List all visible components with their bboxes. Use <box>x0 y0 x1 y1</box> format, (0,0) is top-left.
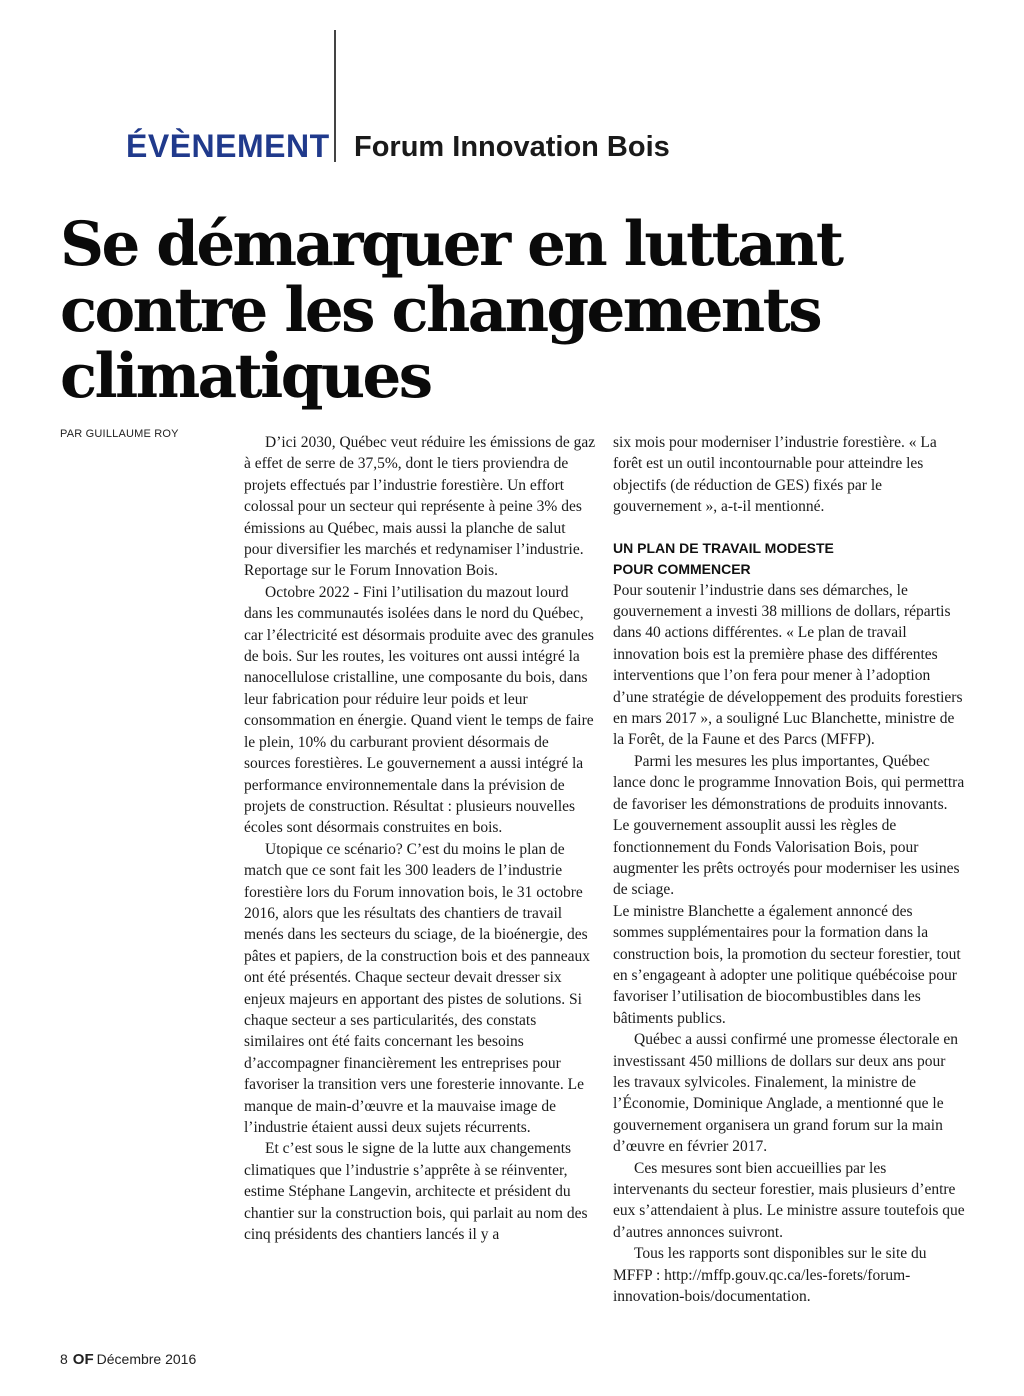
article-headline <box>60 209 990 412</box>
article-column-1 <box>244 432 596 1245</box>
series-title: Forum Innovation Bois <box>354 131 670 163</box>
subheading-line-2: POUR COMMENCER <box>613 560 751 577</box>
byline: PAR GUILLAUME ROY <box>60 428 179 440</box>
paragraph-6: Parmi les mesures les plus importantes, Québec lance donc le programme Innovation Bois, qui permettra de favoriser les démonstrations de produits innovants. Le gouvernement assouplit aussi les règles de fonctionnement du Fonds Valorisation Bois, pour augmenter les prêts octroyés pour moderniser les usines de sciage. <box>613 752 965 899</box>
headline-line-2: contre les changements <box>60 275 820 346</box>
page-footer <box>60 1351 196 1368</box>
page-number: 8 <box>60 1351 68 1367</box>
issue-date: Décembre 2016 <box>96 1351 197 1367</box>
paragraph-10: Tous les rapports sont disponibles sur le site du MFFP : http://mffp.gouv.qc.ca/les-forets/forum-innovation-bois/documentation. <box>613 1245 927 1306</box>
header-divider <box>334 30 336 162</box>
paragraph-8: Québec a aussi confirmé une promesse électorale en investissant 450 millions de dollars sur deux ans pour les travaux sylvicoles. Finalement, la ministre de l’Économie, Dominique Anglade, a mentionné que le gouvernement organisera un grand forum sur la main d’œuvre en février 2017. <box>613 1031 959 1156</box>
headline-line-3: climatiques <box>60 341 431 412</box>
article-column-2 <box>613 432 965 1307</box>
paragraph-1: D’ici 2030, Québec veut réduire les émissions de gaz à effet de serre de 37,5%, dont le tiers proviendra de projets effectués par l’industrie forestière. Un effort colossal pour un secteur qui représente à peine 3% des émissions au Québec, mais aussi la planche de salut pour diversifier les marchés et redynamiser l’industrie. Reportage sur le Forum Innovation Bois. <box>244 434 596 580</box>
paragraph-4: Et c’est sous le signe de la lutte aux changements climatiques que l’industrie s’apprête à se réinventer, estime Stéphane Langevin, architecte et président du chantier sur la construction bois, qui parlait au nom des cinq présidents des chantiers lancés il y a <box>244 1140 588 1244</box>
subheading <box>613 538 965 580</box>
paragraph-2: Octobre 2022 - Fini l’utilisation du mazout lourd dans les communautés isolées dans le nord du Québec, car l’électricité est désormais produite avec des granules de bois. Sur les routes, les voitures ont aussi intégré la nanocellulose cristalline, une composante du bois, dans leur fabrication pour réduire leur poids et leur consommation en énergie. Quand vient le temps de faire le plein, 10% du carburant provient désormais de sources forestières. Le gouvernement a aussi intégré la performance environnementale dans la prévision de projets de construction. Résultat : plusieurs nouvelles écoles sont désormais construites en bois. <box>244 583 594 837</box>
paragraph-continued: six mois pour moderniser l’industrie forestière. « La forêt est un outil incontournable pour atteindre les objectifs (de réduction de GES) fixés par le gouvernement », a-t-il mentionné. <box>613 434 937 516</box>
paragraph-9: Ces mesures sont bien accueillies par les intervenants du secteur forestier, mais plusieurs d’entre eux s’attendaient à plus. Le ministre assure toutefois que d’autres annonces suivront. <box>613 1159 965 1241</box>
magazine-logo: OF <box>72 1351 94 1368</box>
section-label: ÉVÈNEMENT <box>126 128 330 164</box>
paragraph-5: Pour soutenir l’industrie dans ses démarches, le gouvernement a investi 38 millions de dollars, répartis dans 40 actions différentes. « Le plan de travail innovation bois est la première phase des différentes interventions que l’on fera pour mener à l’adoption d’une stratégie de développement des produits forestiers en mars 2017 », a souligné Luc Blanchette, ministre de la Forêt, de la Faune et des Parcs (MFFP). <box>613 581 963 749</box>
headline-line-1: Se démarquer en luttant <box>60 209 842 280</box>
paragraph-3: Utopique ce scénario? C’est du moins le plan de match que ce sont fait les 300 leaders de l’industrie forestière lors du Forum innovation bois, le 31 octobre 2016, alors que les résultats des chantiers de travail menés dans les secteurs du sciage, de la bioénergie, des pâtes et papiers, de la construction bois et des panneaux ont été présentés. Chaque secteur devait dresser six enjeux majeurs en apportant des pistes de solutions. Si chaque secteur a ses particularités, des constats similaires ont été faits concernant les besoins d’accompagner financièrement les entreprises pour favoriser la transition vers une foresterie innovante. Le manque de main-d’œuvre et la mauvaise image de l’industrie étaient aussi deux sujets récurrents. <box>244 840 591 1136</box>
subheading-line-1: UN PLAN DE TRAVAIL MODESTE <box>613 539 834 556</box>
paragraph-7: Le ministre Blanchette a également annoncé des sommes supplémentaires pour la formation dans la construction bois, la promotion du secteur forestier, tout en s’engageant à adopter une politique québécoise pour favoriser l’utilisation de biocombustibles dans les bâtiments publics. <box>613 902 961 1027</box>
